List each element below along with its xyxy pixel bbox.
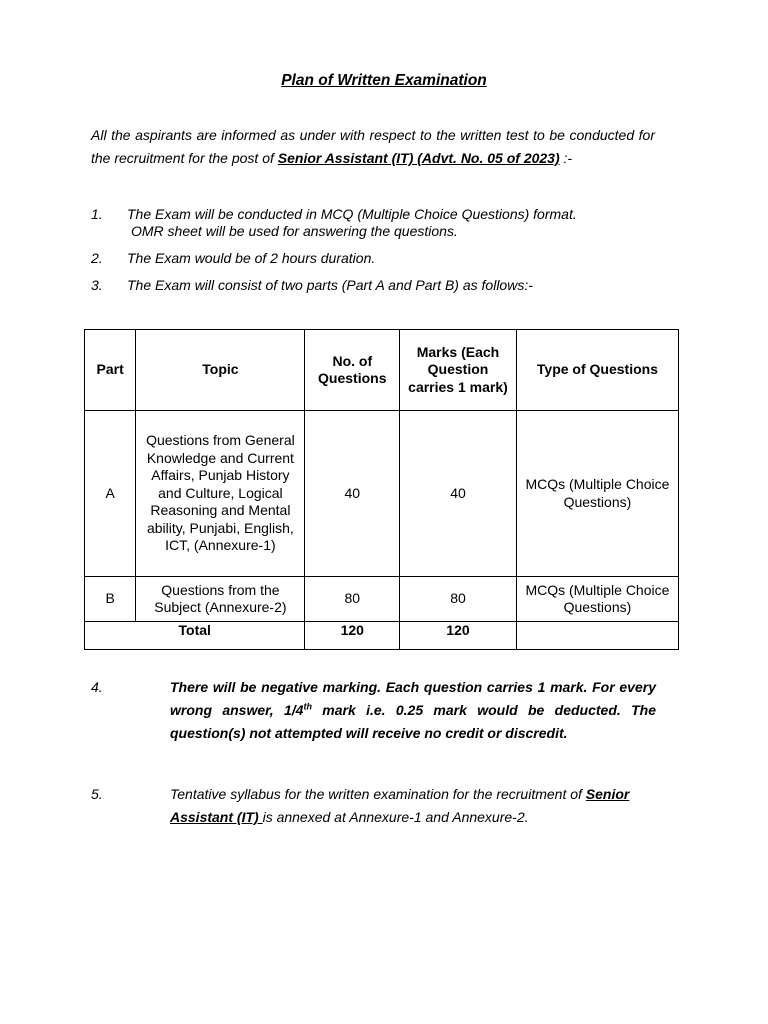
- page-title: Plan of Written Examination: [281, 72, 487, 89]
- cell-type: MCQs (Multiple Choice Questions): [516, 411, 678, 577]
- total-questions: 120: [305, 622, 400, 650]
- total-marks: 120: [400, 622, 517, 650]
- total-type: [516, 622, 678, 650]
- intro-suffix: :-: [559, 150, 573, 166]
- note-number: 5.: [91, 786, 103, 802]
- header-questions: No. of Questions: [305, 330, 400, 411]
- cell-part: A: [85, 411, 136, 577]
- cell-topic: Questions from General Knowledge and Current Affairs, Punjab History and Culture, Logical Reasoning and Mental ability, Punjabi, English, ICT, (Annexure-1): [136, 411, 305, 577]
- table-row: [85, 411, 679, 577]
- header-topic: Topic: [136, 330, 305, 411]
- note-negative-marking: [91, 676, 659, 770]
- point-text: The Exam will consist of two parts (Part A and Part B) as follows:-: [127, 277, 533, 293]
- header-part: Part: [85, 330, 136, 411]
- cell-questions: 80: [305, 577, 400, 622]
- header-type: Type of Questions: [516, 330, 678, 411]
- cell-topic: Questions from the Subject (Annexure-2): [136, 577, 305, 622]
- table-row: [85, 577, 679, 622]
- note-text-continued: is annexed at Annexure-1 and Annexure-2.: [262, 809, 529, 825]
- exam-structure-table: [84, 329, 679, 650]
- note-text: There will be negative marking. Each question carries 1 mark. For every wrong answer, 1/4: [170, 679, 656, 718]
- point-1: [91, 206, 681, 242]
- post-name: Senior Assistant (IT): [170, 786, 630, 825]
- point-number: 2.: [91, 250, 103, 266]
- point-3: [91, 277, 681, 295]
- cell-marks: 40: [400, 411, 517, 577]
- table-header-row: [85, 330, 679, 411]
- cell-part: B: [85, 577, 136, 622]
- cell-marks: 80: [400, 577, 517, 622]
- point-text: The Exam will be conducted in MCQ (Multiple Choice Questions) format.: [127, 206, 577, 222]
- point-text: The Exam would be of 2 hours duration.: [127, 250, 376, 266]
- post-name: Senior Assistant (IT) (Advt. No. 05 of 2023): [277, 150, 560, 166]
- total-label: Total: [85, 622, 305, 650]
- intro-paragraph: [91, 124, 655, 170]
- note-number: 4.: [91, 679, 103, 695]
- cell-type: MCQs (Multiple Choice Questions): [516, 577, 678, 622]
- point-text-continued: OMR sheet will be used for answering the questions.: [131, 223, 458, 239]
- note-text-continued: mark i.e. 0.25 mark would be deducted. The question(s) not attempted will receive no credit or discredit.: [170, 702, 656, 741]
- note-text: Tentative syllabus for the written examination for the recruitment of: [170, 786, 586, 802]
- point-number: 1.: [91, 206, 103, 222]
- table-total-row: [85, 622, 679, 650]
- header-marks: Marks (Each Question carries 1 mark): [400, 330, 517, 411]
- intro-text: All the aspirants are informed as under with respect to the written test to be conducted for the recruitment for the post of: [91, 127, 655, 166]
- note-syllabus: [91, 783, 659, 831]
- superscript: th: [303, 701, 312, 712]
- cell-questions: 40: [305, 411, 400, 577]
- point-number: 3.: [91, 277, 103, 293]
- point-2: [91, 250, 681, 268]
